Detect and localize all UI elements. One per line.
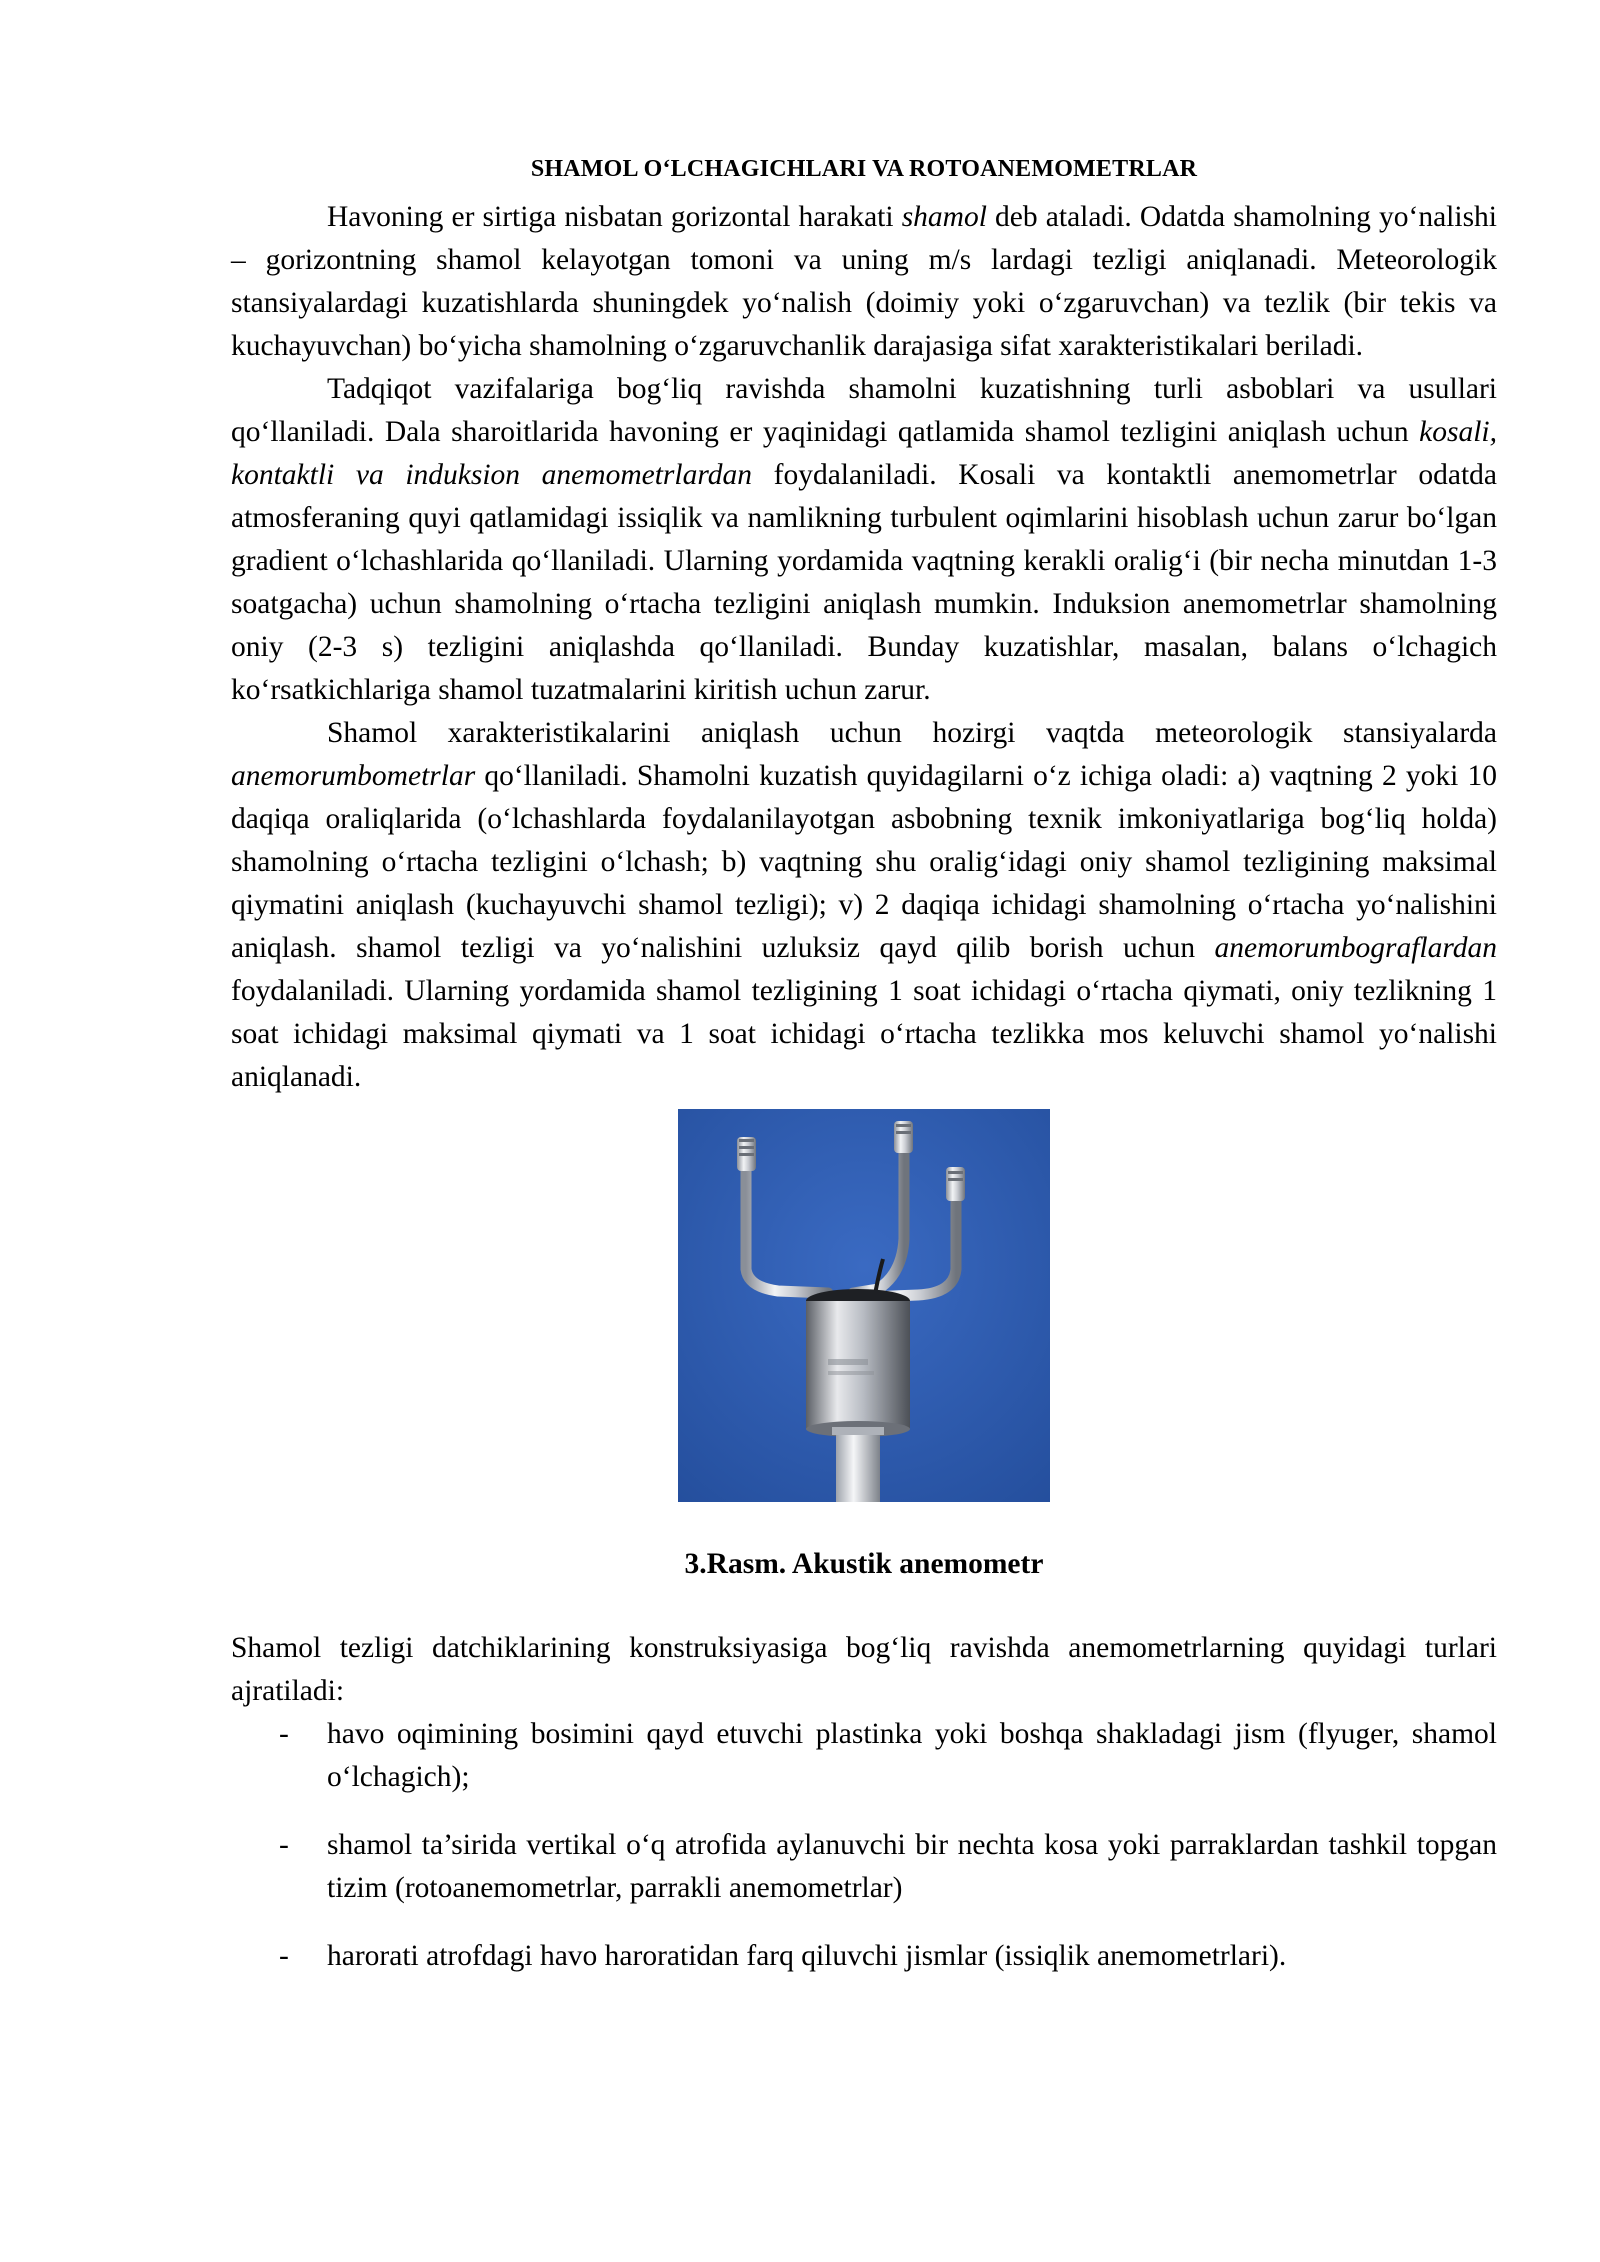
italic-term: shamol — [901, 201, 987, 233]
list-item — [231, 1935, 1497, 1978]
list-item — [231, 1713, 1497, 1799]
paragraph-text: Shamol xarakteristikalarini aniqlash uchun hozirgi vaqtda meteorologik stansiyalarda — [327, 717, 1497, 749]
types-list — [231, 1713, 1497, 1978]
types-intro: Shamol tezligi datchiklarining konstruksiyasiga bog‘liq ravishda anemometrlarning quyidagi turlari ajratiladi: — [231, 1632, 1497, 1707]
anemometer-illustration — [678, 1109, 1050, 1502]
figure-caption: 3.Rasm. Akustik anemometr — [684, 1548, 1044, 1580]
figure-container — [231, 1109, 1497, 1502]
paragraph-text: qo‘llaniladi. Shamolni kuzatish quyidagilarni o‘z ichiga oladi: a) vaqtning 2 yoki 10 daqiqa oraliqlarida (o‘lchashlarda foydalanilayotgan asbobning texnik imkoniyatlariga bog‘liq holda) shamolning o‘rtacha tezligini o‘lchash; b) vaqtning shu oralig‘idagi oniy shamol tezligining maksimal qiymatini aniqlash (kuchayuvchi shamol tezligi); v) 2 daqiqa ichidagi shamolning o‘rtacha yo‘nalishini aniqlash. shamol tezligi va yo‘nalishini uzluksiz qayd qilib borish uchun — [231, 760, 1497, 964]
italic-term: anemorumbograflardan — [1214, 932, 1497, 964]
paragraph-text: foydalaniladi. Kosali va kontaktli anemometrlar odatda atmosferaning quyi qatlamidagi issiqlik va namlikning turbulent oqimlarini hisoblash uchun zarur bo‘lgan gradient o‘lchashlarida qo‘llaniladi. Ularning yordamida vaqtning kerakli oralig‘i (bir necha minutdan 1-3 soatgacha) uchun shamolning o‘rtacha tezligini aniqlash mumkin. Induksion anemometrlar shamolning oniy (2-3 s) tezligini aniqlashda qo‘llaniladi. Bunday kuzatishlar, masalan, balans o‘lchagich ko‘rsatkichlariga shamol tuzatmalarini kiritish uchun zarur. — [231, 459, 1497, 706]
bullet-dash: - — [279, 1829, 289, 1861]
paragraph-text: Havoning er sirtiga nisbatan gorizontal harakati — [327, 201, 902, 233]
list-item-text: harorati atrofdagi havo haroratidan farq qiluvchi jismlar (issiqlik anemometrlari). — [327, 1940, 1287, 1972]
document-page — [231, 150, 1497, 2003]
paragraph-text: foydalaniladi. Ularning yordamida shamol tezligining 1 soat ichidagi o‘rtacha qiymati, oniy tezlikning 1 soat ichidagi maksimal qiymati va 1 soat ichidagi o‘rtacha tezlikka mos keluvchi shamol yo‘nalishi aniqlanadi. — [231, 975, 1497, 1093]
list-item — [231, 1824, 1497, 1910]
body-paragraph — [231, 368, 1497, 712]
paragraph-text: Tadqiqot vazifalariga bog‘liq ravishda shamolni kuzatishning turli asboblari va usullari qo‘llaniladi. Dala sharoitlarida havoning er yaqinidagi qatlamida shamol tezligini aniqlash uchun — [231, 373, 1497, 448]
body-paragraph — [231, 196, 1497, 368]
italic-term: anemorumbometrlar — [231, 760, 476, 792]
bullet-dash: - — [279, 1940, 289, 1972]
anemometer-photo — [678, 1109, 1050, 1502]
list-item-text: shamol ta’sirida vertikal o‘q atrofida aylanuvchi bir nechta kosa yoki parraklardan tashkil topgan tizim (rotoanemometrlar, parrakli anemometrlar) — [327, 1829, 1497, 1904]
document-title: SHAMOL O‘LCHAGICHLARI VA ROTOANEMOMETRLAR — [530, 156, 1198, 182]
list-item-text: havo oqimining bosimini qayd etuvchi plastinka yoki boshqa shakladagi jism (flyuger, shamol o‘lchagich); — [327, 1718, 1497, 1793]
body-paragraph — [231, 712, 1497, 1099]
italic-term: kosali, kontaktli va induksion anemometrlardan — [231, 416, 1497, 491]
paragraph-text: deb ataladi. Odatda shamolning yo‘nalishi – gorizontning shamol kelayotgan tomoni va uning m/s lardagi tezligi aniqlanadi. Meteorologik stansiyalardagi kuzatishlarda shuningdek yo‘nalish (doimiy yoki o‘zgaruvchan) va tezlik (bir tekis va kuchayuvchan) bo‘yicha shamolning o‘zgaruvchanlik darajasiga sifat xarakteristikalari beriladi. — [231, 201, 1497, 362]
body-paragraphs — [231, 196, 1497, 1099]
bullet-dash: - — [279, 1718, 289, 1750]
